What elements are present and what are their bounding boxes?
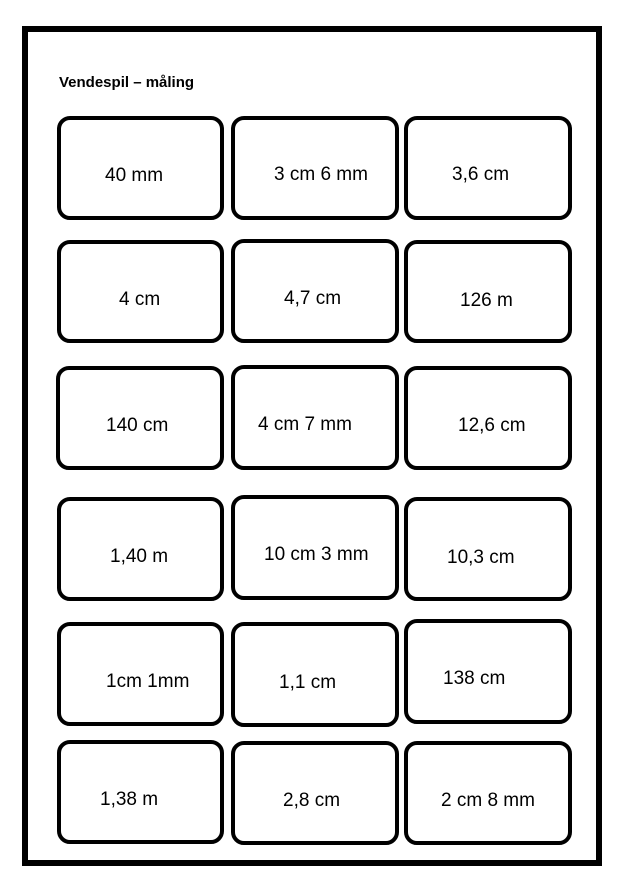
memory-card[interactable] [56,366,224,470]
card-label: 140 cm [106,415,169,436]
card-label: 138 cm [443,668,506,689]
card-label: 4 cm 7 mm [258,414,352,435]
card-label: 1,1 cm [279,672,337,693]
card-label: 3,6 cm [452,164,510,185]
memory-card[interactable] [57,497,224,601]
card-label: 1,38 m [100,789,159,810]
card-label: 10 cm 3 mm [264,544,369,565]
memory-card[interactable] [57,622,224,726]
card-label: 4 cm [119,289,161,310]
memory-card[interactable] [404,741,572,845]
memory-card[interactable] [231,365,399,470]
memory-card[interactable] [231,741,399,845]
card-label: 1,40 m [110,546,169,567]
memory-card[interactable] [231,495,399,600]
card-label: 126 m [460,290,513,311]
card-label: 2 cm 8 mm [441,790,535,811]
card-label: 12,6 cm [458,415,526,436]
memory-card[interactable] [404,619,572,724]
memory-card[interactable] [231,239,399,343]
card-label: 1cm 1mm [106,671,190,692]
memory-card[interactable] [231,116,399,220]
card-label: 3 cm 6 mm [274,164,368,185]
memory-card[interactable] [231,622,399,727]
card-label: 10,3 cm [447,547,515,568]
memory-card[interactable] [57,740,224,844]
page-title: Vendespil – måling [59,74,195,91]
card-label: 40 mm [105,165,164,186]
card-label: 4,7 cm [284,288,342,309]
memory-card[interactable] [57,240,224,343]
card-label: 2,8 cm [283,790,341,811]
memory-card[interactable] [404,240,572,343]
memory-card[interactable] [57,116,224,220]
memory-card[interactable] [404,116,572,220]
memory-card[interactable] [404,497,572,601]
memory-card[interactable] [404,366,572,470]
